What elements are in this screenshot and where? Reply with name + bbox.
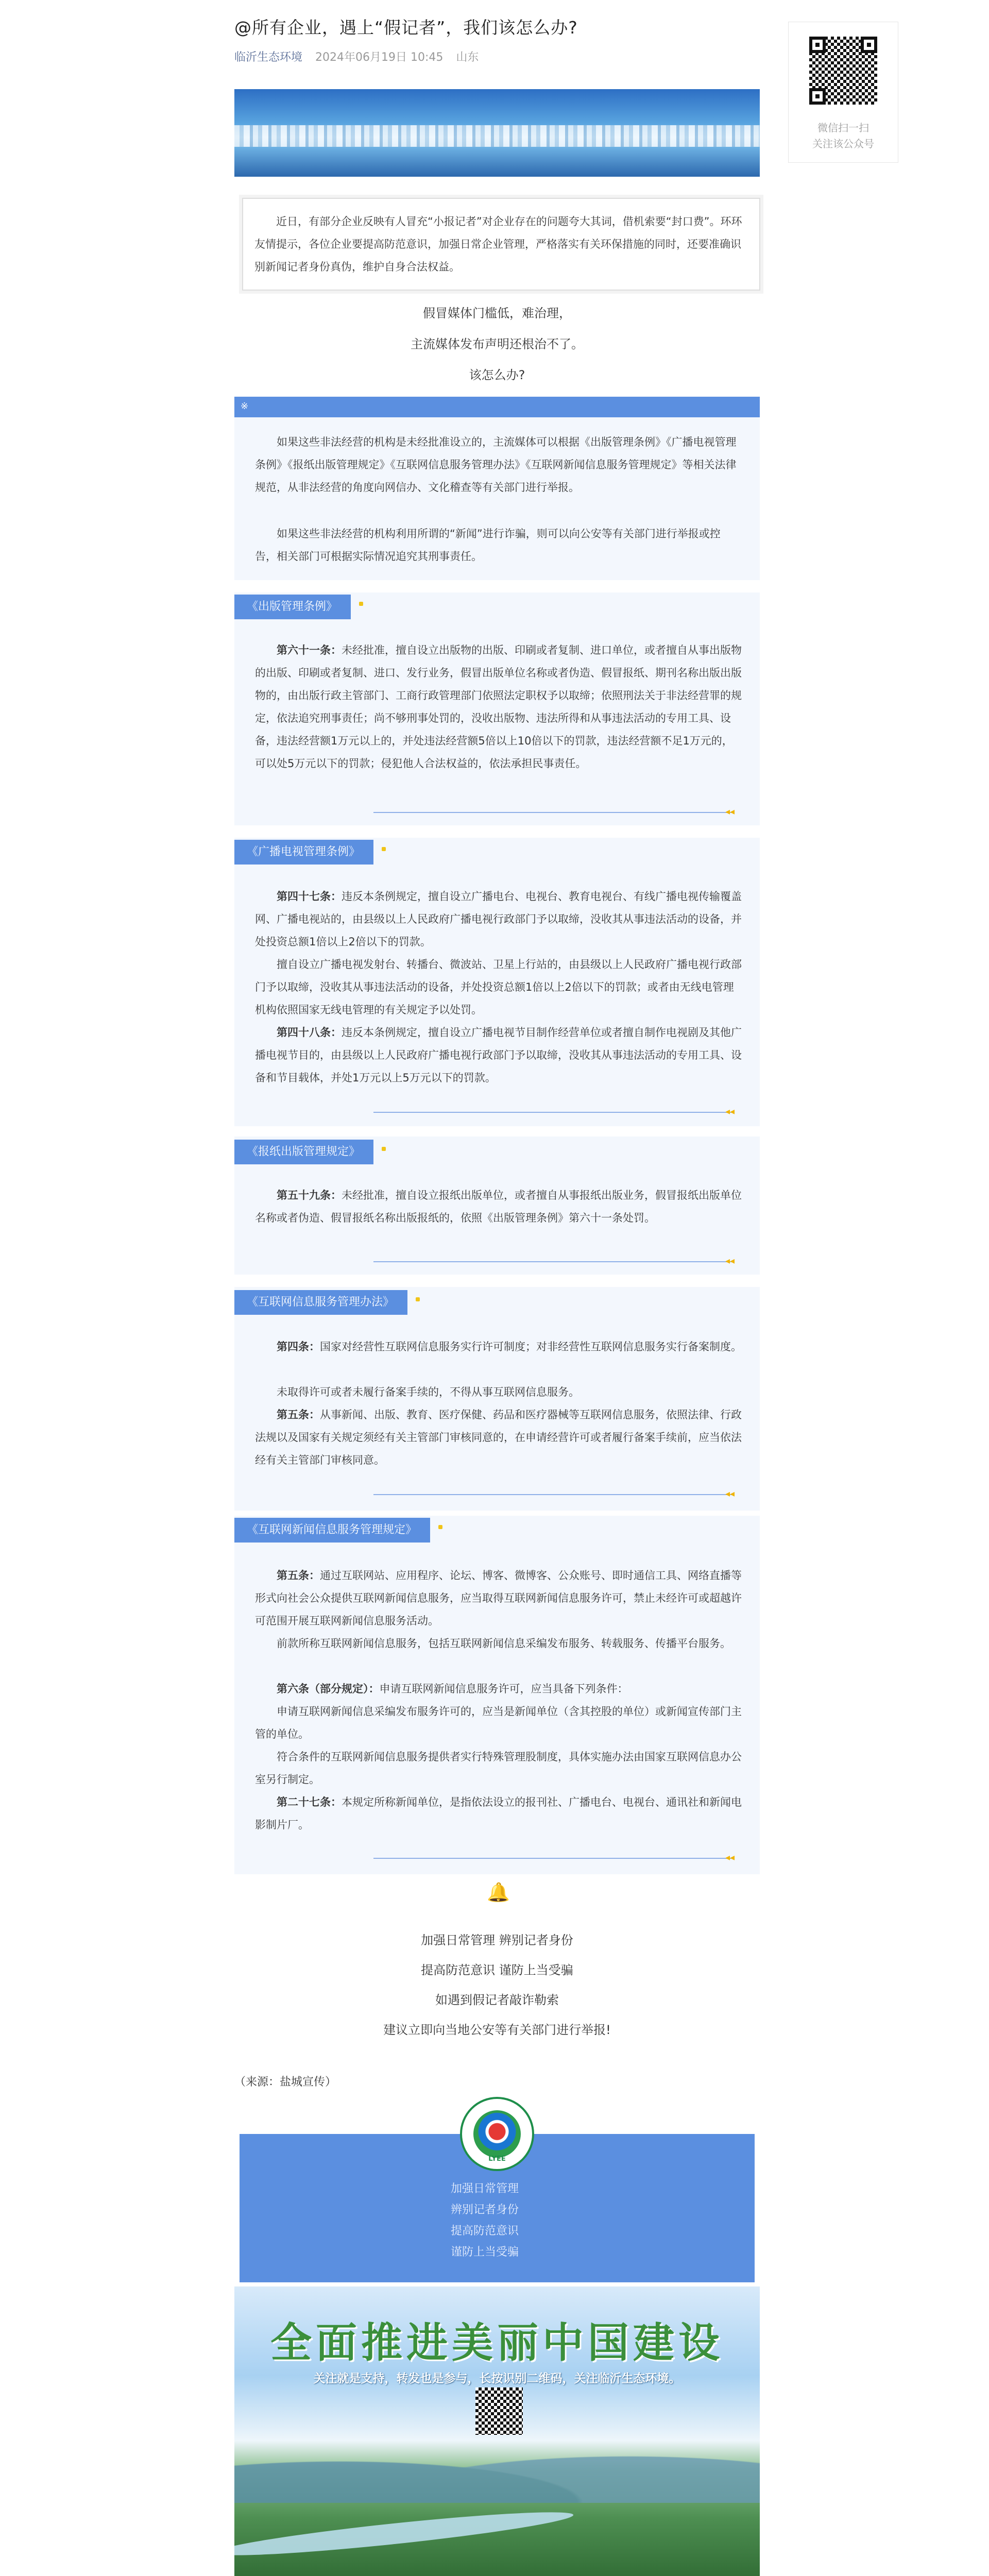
publish-location: 山东 bbox=[456, 51, 479, 64]
section-2-para-2 bbox=[255, 953, 742, 1021]
article-text: 符合条件的互联网新闻信息服务提供者实行特殊管理股制度，具体实施办法由国家互联网信息办公室另行制定。 bbox=[255, 1751, 742, 1786]
poster-headline: 全面推进美丽中国建设 bbox=[270, 2318, 724, 2367]
article-number: 第四条： bbox=[277, 1341, 320, 1353]
qr-caption-line: 关注该公众号 bbox=[812, 138, 874, 150]
section-5-para-4 bbox=[255, 1700, 742, 1745]
article-text: 前款所称互联网新闻信息服务，包括互联网新闻信息采编发布服务、转载服务、传播平台服务。 bbox=[277, 1637, 731, 1650]
account-name-link[interactable]: 临沂生态环境 bbox=[234, 51, 303, 64]
slogan-line-3: 该怎么办? bbox=[469, 368, 525, 382]
closing-line-3: 如遇到假记者敲诈勒索 bbox=[435, 1993, 559, 2007]
section-1-para-1 bbox=[255, 639, 742, 775]
section-end-arrow-icon: ◂◂ bbox=[725, 1256, 735, 1266]
article-text: 申请互联网新闻信息服务许可，应当具备下列条件： bbox=[379, 1683, 628, 1695]
panel-text bbox=[451, 2178, 519, 2263]
section-5-tag: 《互联网新闻信息服务管理规定》 bbox=[234, 1518, 430, 1543]
panel-line: 谨防上当受骗 bbox=[451, 2246, 519, 2259]
section-1-tag: 《出版管理条例》 bbox=[234, 595, 351, 619]
section-2-tag: 《广播电视管理条例》 bbox=[234, 840, 373, 865]
poster-qr-code[interactable] bbox=[475, 2387, 523, 2435]
panel-line: 提高防范意识 bbox=[451, 2225, 519, 2238]
section-1-end-line bbox=[373, 812, 734, 813]
section-end-arrow-icon: ◂◂ bbox=[725, 1488, 735, 1499]
article-number: 第六条（部分规定）： bbox=[277, 1683, 380, 1695]
follow-qr-card bbox=[788, 22, 898, 163]
section-4-tag: 《互联网信息服务管理办法》 bbox=[234, 1290, 407, 1315]
header-mark: ※ bbox=[241, 401, 249, 412]
closing-line-1: 加强日常管理 辨别记者身份 bbox=[421, 1933, 573, 1947]
article-text: 申请互联网新闻信息采编发布服务许可的，应当是新闻单位（含其控股的单位）或新闻宣传部门主管的单位。 bbox=[255, 1705, 742, 1740]
article-text: 未经批准，擅自设立报纸出版单位，或者擅自从事报纸出版业务，假冒报纸出版单位名称或者伪造、假冒报纸名称出版报纸的，依照《出版管理条例》第六十一条处罚。 bbox=[255, 1189, 742, 1224]
article-text: 通过互联网站、应用程序、论坛、博客、微博客、公众账号、即时通信工具、网络直播等形式向社会公众提供互联网新闻信息服务，应当取得互联网新闻信息服务许可，禁止未经许可或超越许可范围开展互联网新闻信息服务活动。 bbox=[255, 1569, 742, 1627]
slogan-line-1: 假冒媒体门槛低，难治理， bbox=[423, 306, 571, 320]
publish-date: 2024年06月19日 10:45 bbox=[315, 51, 444, 64]
section-3-tag: 《报纸出版管理规定》 bbox=[234, 1140, 373, 1164]
section-2-para-3 bbox=[255, 1021, 742, 1089]
article-text: 违反本条例规定，擅自设立广播电台、电视台、教育电视台、有线广播电视传输覆盖网、广播电视站的，由县级以上人民政府广播电视行政部门予以取缔，没收其从事违法活动的设备，并处投资总额1倍以上2倍以下的罚款。 bbox=[255, 890, 742, 948]
section-2-para-1 bbox=[255, 885, 742, 953]
section-5-para-2 bbox=[255, 1632, 742, 1655]
header-banner-image bbox=[234, 89, 760, 177]
article-number: 第四十八条： bbox=[277, 1026, 342, 1039]
lead-para-2: 如果这些非法经营的机构利用所谓的“新闻”进行诈骗，则可以向公安等有关部门进行举报或控告，相关部门可根据实际情况追究其刑事责任。 bbox=[255, 528, 721, 563]
closing-line-2: 提高防范意识 谨防上当受骗 bbox=[421, 1963, 573, 1977]
article-text: 未经批准，擅自设立出版物的出版、印刷或者复制、进口单位，或者擅自从事出版物的出版、印刷或者复制、进口、发行业务，假冒出版单位名称或者伪造、假冒报纸、期刊名称出版出版物的，由出版行政主管部门、工商行政管理部门依照法定职权予以取缔；依照刑法关于非法经营罪的规定，依法追究刑事责任；尚不够刑事处罚的，没收出版物、违法所得和从事违法活动的专用工具、设备，违法经营额1万元以上的，并处违法经营额5倍以上10倍以下的罚款，违法经营额不足1万元的，可以处5万元以下的罚款；侵犯他人合法权益的，依法承担民事责任。 bbox=[255, 644, 742, 770]
article-number: 第五十九条： bbox=[277, 1189, 342, 1201]
lead-para-1: 如果这些非法经营的机构是未经批准设立的，主流媒体可以根据《出版管理条例》《广播电视管理条例》《报纸出版管理规定》《互联网信息服务管理办法》《互联网新闻信息服务管理规定》等相关法律规范，从非法经营的角度向网信办、文化稽查等有关部门进行举报。 bbox=[255, 436, 737, 494]
section-end-arrow-icon: ◂◂ bbox=[725, 1106, 735, 1117]
panel-line: 辨别记者身份 bbox=[451, 2204, 519, 2216]
article-number: 第五条： bbox=[277, 1569, 320, 1582]
section-end-arrow-icon: ◂◂ bbox=[725, 1852, 735, 1863]
article-number: 第二十七条： bbox=[277, 1796, 342, 1808]
article-text: 从事新闻、出版、教育、医疗保健、药品和医疗器械等互联网信息服务，依照法律、行政法规以及国家有关规定须经有关主管部门审核同意的，在申请经营许可或者履行备案手续前，应当依法经有关主管部门审核同意。 bbox=[255, 1409, 742, 1466]
section-2-end-line bbox=[373, 1112, 734, 1113]
section-3-para-1 bbox=[255, 1184, 742, 1229]
article-number: 第四十七条： bbox=[277, 890, 342, 903]
qr-caption bbox=[789, 120, 898, 152]
section-3-end-line bbox=[373, 1261, 734, 1262]
panel-line: 加强日常管理 bbox=[451, 2182, 519, 2195]
article-text: 违反本条例规定，擅自设立广播电视节目制作经营单位或者擅自制作电视剧及其他广播电视节目的，由县级以上人民政府广播电视行政部门予以取缔，没收其从事违法活动的专用工具、设备和节目载体，并处1万元以上5万元以下的罚款。 bbox=[255, 1026, 742, 1084]
article-number: 第六十一条： bbox=[277, 644, 342, 656]
section-5-end-line bbox=[373, 1858, 734, 1859]
slogan-line-2: 主流媒体发布声明还根治不了。 bbox=[411, 337, 584, 351]
section-4-end-line bbox=[373, 1494, 734, 1495]
section-4-para-2 bbox=[255, 1381, 742, 1403]
qr-caption-line: 微信扫一扫 bbox=[817, 122, 869, 134]
section-4-para-3 bbox=[255, 1403, 742, 1471]
bell-icon: 🔔 bbox=[487, 1882, 510, 1903]
source-credit: （来源：盐城宣传） bbox=[234, 2076, 337, 2089]
section-5-para-1 bbox=[255, 1564, 742, 1632]
article-text: 擅自设立广播电视发射台、转播台、微波站、卫星上行站的，由县级以上人民政府广播电视行政部门予以取缔，没收其从事违法活动的设备，并处投资总额1倍以上2倍以下的罚款；或者由无线电管理机构依照国家无线电管理的有关规定予以处罚。 bbox=[255, 958, 742, 1016]
article-text: 未取得许可或者未履行备案手续的，不得从事互联网信息服务。 bbox=[277, 1386, 579, 1398]
article-text: 本规定所称新闻单位，是指依法设立的报刊社、广播电台、电视台、通讯社和新闻电影制片厂。 bbox=[255, 1796, 742, 1831]
lead-section-header bbox=[234, 397, 760, 417]
poster-subline: 关注就是支持，转发也是参与，长按识别二维码，关注临沂生态环境。 bbox=[313, 2372, 681, 2385]
environment-logo bbox=[460, 2097, 534, 2171]
article-meta bbox=[234, 48, 479, 64]
section-4-para-1 bbox=[255, 1335, 742, 1358]
section-5-para-3 bbox=[255, 1677, 742, 1700]
section-5-para-6 bbox=[255, 1791, 742, 1836]
section-5-para-5 bbox=[255, 1745, 742, 1791]
logo-text: LYEE bbox=[488, 2155, 506, 2163]
article-text: 国家对经营性互联网信息服务实行许可制度；对非经营性互联网信息服务实行备案制度。 bbox=[320, 1341, 742, 1353]
closing-line-4: 建议立即向当地公安等有关部门进行举报! bbox=[383, 2023, 611, 2037]
section-end-arrow-icon: ◂◂ bbox=[725, 806, 735, 817]
intro-box: 近日，有部分企业反映有人冒充“小报记者”对企业存在的问题夸大其词，借机索要“封口费”。环环友情提示，各位企业要提高防范意识，加强日常企业管理，严格落实有关环保措施的同时，还要准确识别新闻记者身份真伪，维护自身合法权益。 bbox=[242, 198, 760, 291]
follow-qr-code[interactable] bbox=[809, 37, 877, 105]
article-number: 第五条： bbox=[277, 1409, 320, 1421]
article-title: @所有企业，遇上“假记者”，我们该怎么办? bbox=[234, 18, 578, 38]
